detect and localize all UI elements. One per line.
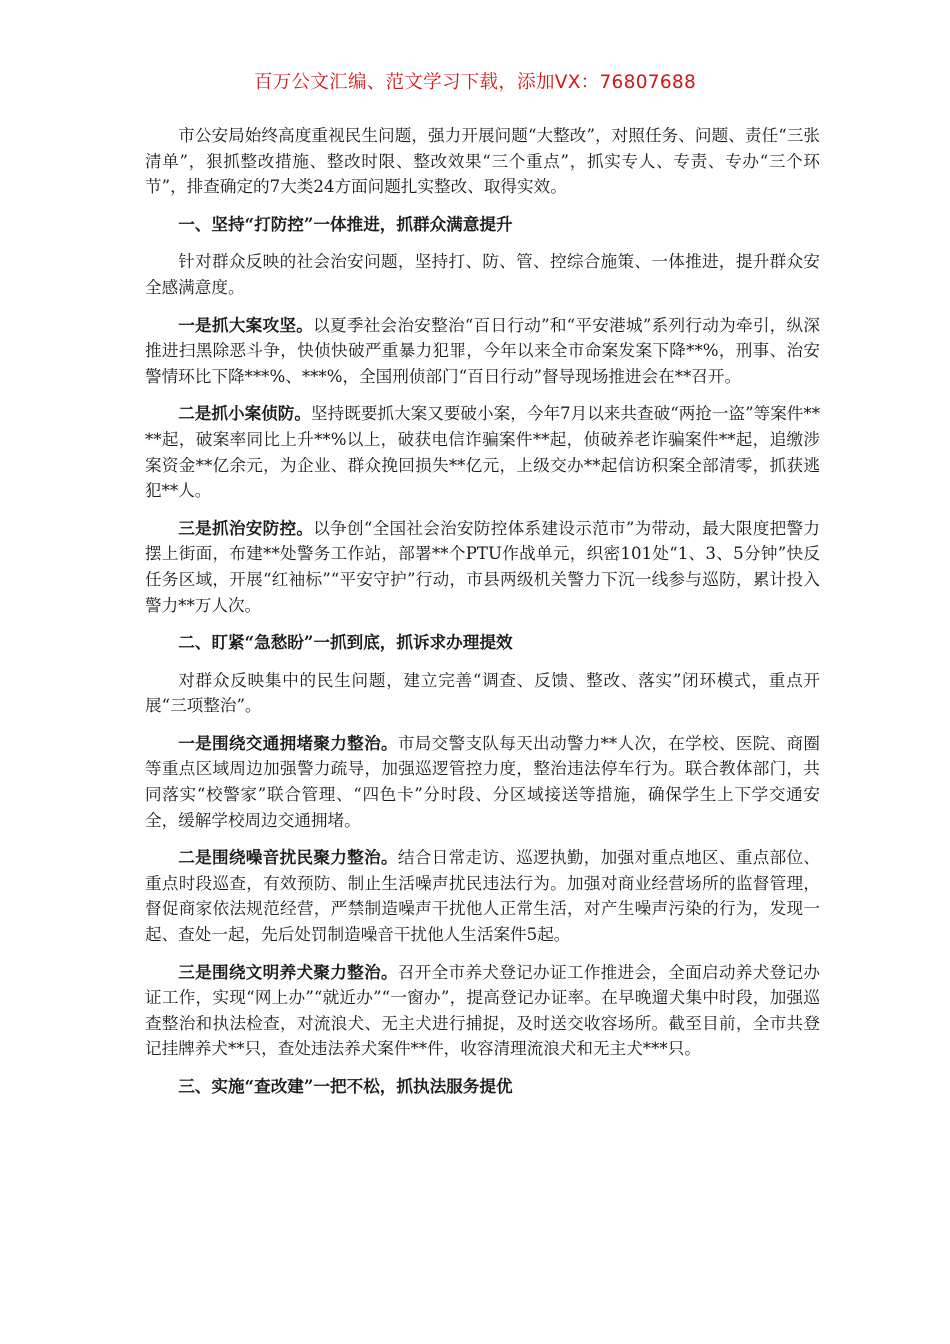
- item-text: 市局交警支队每天出动警力**人次，在学校、医院、商圈等重点区域周边加强警力疏导，加强巡逻管控力度，整治违法停车行为。联合教体部门，共同落实“校警家”联合管理、“四色卡”分时段、分区域接送等措施，确保学生上下学交通安全，缓解学校周边交通拥堵。: [145, 733, 820, 830]
- section-1-intro: 针对群众反映的社会治安问题，坚持打、防、管、控综合施策、一体推进，提升群众安全感满意度。: [145, 252, 820, 297]
- section-3-heading: 三、实施“查改建”一把不松，抓执法服务提优: [178, 1076, 513, 1096]
- item-text: 以夏季社会治安整治“百日行动”和“平安港城”系列行动为牵引，纵深推进扫黑除恶斗争，快侦快破严重暴力犯罪，今年以来全市命案发案下降**%，刑事、治安警情环比下降***%、***%，全国刑侦部门“百日行动”督导现场推进会在**召开。: [145, 315, 820, 386]
- section-1-item-3: [145, 516, 820, 618]
- section-2-intro: 对群众反映集中的民生问题，建立完善“调查、反馈、整改、落实”闭环模式，重点开展“三项整治”。: [145, 670, 820, 716]
- section-1-item-2: [145, 401, 820, 503]
- header-banner: 百万公文汇编、范文学习下载，添加VX：76807688: [253, 72, 697, 93]
- item-text: 召开全市养犬登记办证工作推进会，全面启动养犬登记办证工作，实现“网上办”“就近办”“一窗办”，提高登记办证率。在早晚遛犬集中时段，加强巡查整治和执法检查，对流浪犬、无主犬进行捕捉，及时送交收容场所。截至目前，全市共登记挂牌养犬**只，查处违法养犬案件**件，收容清理流浪犬和无主犬***只。: [145, 962, 820, 1059]
- item-text: 结合日常走访、巡逻执勤，加强对重点地区、重点部位、重点时段巡查，有效预防、制止生活噪声扰民违法行为。加强对商业经营场所的监督管理，督促商家依法规范经营，严禁制造噪声干扰他人正常生活，对产生噪声污染的行为，发现一起、查处一起，先后处罚制造噪音干扰他人生活案件5起。: [145, 848, 820, 945]
- item-lead: 三是抓治安防控。: [178, 517, 314, 538]
- section-1-item-1: [145, 313, 820, 390]
- item-text: 以争创“全国社会治安防控体系建设示范市”为带动，最大限度把警力摆上街面，布建**处警务工作站，部署**个PTU作战单元，织密101处“1、3、5分钟”快反任务区域，开展“红袖标”“平安守护”行动，市县两级机关警力下沉一线参与巡防，累计投入警力**万人次。: [145, 518, 821, 615]
- section-2-item-2: [145, 845, 820, 947]
- item-lead: 二是抓小案侦防。: [178, 403, 312, 424]
- item-text: 坚持既要抓大案又要破小案，今年7月以来共查破“两抢一盗”等案件****起，破案率同比上升**%以上，破获电信诈骗案件**起，侦破养老诈骗案件**起，追缴涉案资金**亿余元，为企业、群众挽回损失**亿元，上级交办**起信访积案全部清零，抓获逃犯**人。: [145, 404, 821, 501]
- intro-paragraph: 市公安局始终高度重视民生问题，强力开展问题“大整改”，对照任务、问题、责任“三张清单”，狠抓整改措施、整改时限、整改效果“三个重点”，抓实专人、专责、专办“三个环节”，排查确定的7大类24方面问题扎实整改、取得实效。: [145, 126, 820, 197]
- item-lead: 一是围绕交通拥堵聚力整治。: [178, 732, 398, 753]
- item-lead: 三是围绕文明养犬聚力整治。: [178, 961, 398, 982]
- item-lead: 一是抓大案攻坚。: [178, 314, 314, 335]
- section-2-item-3: [145, 960, 820, 1062]
- section-2-item-1: [145, 731, 820, 833]
- item-lead: 二是围绕噪音扰民聚力整治。: [178, 847, 398, 868]
- document-body: [145, 123, 820, 1112]
- section-2-heading: 二、盯紧“急愁盼”一抓到底，抓诉求办理提效: [178, 632, 513, 653]
- section-1-heading: 一、坚持“打防控”一体推进，抓群众满意提升: [178, 213, 513, 234]
